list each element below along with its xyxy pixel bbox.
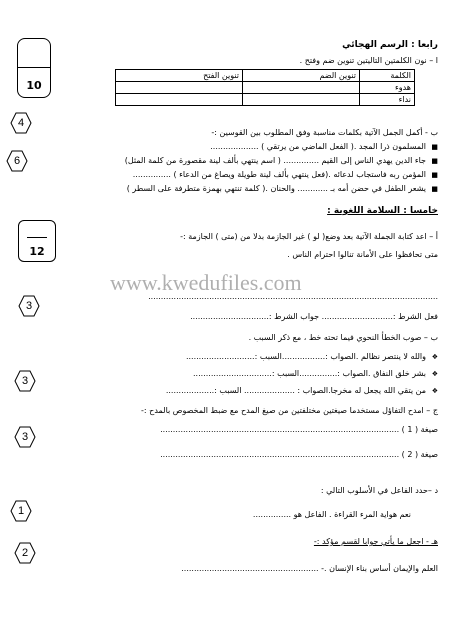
table-header-word: الكلمة bbox=[360, 70, 415, 82]
hex-mark-1: 1 bbox=[10, 500, 32, 522]
score-box-section4 bbox=[17, 38, 51, 98]
section4-title: رابعا : الرسم الهجائي bbox=[342, 40, 438, 50]
qd-sentence: نعم هواية المرء القراءة . الفاعل هو ............... bbox=[252, 510, 411, 519]
sentence-line-3: المؤمن ربه فاستجاب لدعائه .(فعل ينتهي بألف لينة طويلة ويصاغ من الدعاء ) ............... bbox=[132, 170, 426, 179]
table-header-damma: تنوين الضم bbox=[243, 70, 360, 82]
sentence-line-1: المسلمون ذرا المجد .( الفعل الماضي من يرتقي ) ................... bbox=[210, 142, 426, 151]
hex-mark-3a: 3 bbox=[18, 295, 40, 317]
bullet-diamond-icon: ❖ bbox=[431, 353, 438, 361]
bullet-diamond-icon: ❖ bbox=[431, 387, 438, 395]
section5-qd: د –حدد الفاعل في الأسلوب التالي : bbox=[320, 486, 438, 495]
table-cell-empty bbox=[116, 94, 243, 106]
table-row-word-1: هدوء bbox=[360, 82, 415, 94]
bullet-icon: ■ bbox=[431, 157, 438, 165]
section5-qe: هـ - اجعل ما يأتي جوابا لقسم مؤكد :- bbox=[313, 537, 438, 546]
correction-item-3: من يتقي الله يجعل له مخرجا.الصواب : .................... السبب :................... bbox=[165, 386, 426, 395]
hex-mark-4: 4 bbox=[10, 112, 32, 134]
section4-q1: ا – نون الكلمتين التاليتين تنوين ضم وفتح . bbox=[299, 56, 438, 65]
section5-title: خامسا : السلامة اللغوية : bbox=[327, 206, 438, 216]
hex-mark-2: 2 bbox=[14, 542, 36, 564]
tanween-table bbox=[115, 69, 415, 106]
correction-item-2: بشر خلق النفاق .الصواب :...............السبب :............................... bbox=[193, 369, 426, 378]
qe-sentence: العلم والإيمان أساس بناء الإنسان .- ...................................................... bbox=[181, 564, 438, 573]
praise-form-1: صيغة ( 1 ) .............................................................................................. bbox=[160, 425, 438, 434]
bullet-icon: ■ bbox=[431, 143, 438, 151]
hex-mark-6: 6 bbox=[6, 150, 28, 172]
score-total-section4: 10 bbox=[26, 79, 42, 92]
bullet-icon: ■ bbox=[431, 171, 438, 179]
section5-qa: أ – اعد كتابة الجملة الآتية بعد وضع( لو ) غير الجازمة بدلا من (متى ) الجازمة :- bbox=[180, 232, 438, 241]
qa-sentence: متى تحافظوا على الأمانة تنالوا احترام الناس . bbox=[287, 250, 438, 259]
bullet-icon: ■ bbox=[431, 185, 438, 193]
hex-mark-3b: 3 bbox=[14, 370, 36, 392]
table-cell-empty bbox=[243, 82, 360, 94]
sentence-line-4: يشعر الطفل في حضن أمه بـ ............ والحنان .( كلمة تنتهي بهمزة متطرفة على السطر ) bbox=[126, 184, 426, 193]
section5-qb: ب – صوب الخطأ النحوي فيما تحته خط ، مع ذكر السبب . bbox=[248, 333, 438, 342]
table-header-fatha: تنوين الفتح bbox=[116, 70, 243, 82]
table-cell-empty bbox=[243, 94, 360, 106]
watermark: www.kwedufiles.com bbox=[110, 270, 302, 295]
hex-mark-3c: 3 bbox=[14, 426, 36, 448]
qa-answer-line: .................................................................................................................. bbox=[148, 292, 438, 301]
score-box-section5 bbox=[18, 220, 56, 262]
bullet-diamond-icon: ❖ bbox=[431, 370, 438, 378]
correction-item-1: والله لا ينتصر نظالم .الصواب :.................السبب :........................... bbox=[185, 352, 426, 361]
sentence-line-2: جاء الدين يهدي الناس إلى القيم .............. ( اسم ينتهي بألف لينة مقصورة من كلمة المثل) bbox=[124, 156, 426, 165]
praise-form-2: صيغة ( 2 ) .............................................................................................. bbox=[160, 450, 438, 459]
table-cell-empty bbox=[116, 82, 243, 94]
score-total-section5: 12 bbox=[29, 245, 45, 258]
table-row-word-2: نداء bbox=[360, 94, 415, 106]
section4-q2: ب - أكمل الجمل الآتية بكلمات مناسبة وفق المطلوب بين القوسين :- bbox=[211, 128, 438, 137]
section5-qc: ج – امدح التفاؤل مستخدما صيغتين مختلفتين من صيغ المدح مع ضبط المخصوص بالمدح :- bbox=[141, 406, 438, 415]
condition-answer-line: فعل الشرط :............................ جواب الشرط :............................... bbox=[190, 312, 438, 321]
